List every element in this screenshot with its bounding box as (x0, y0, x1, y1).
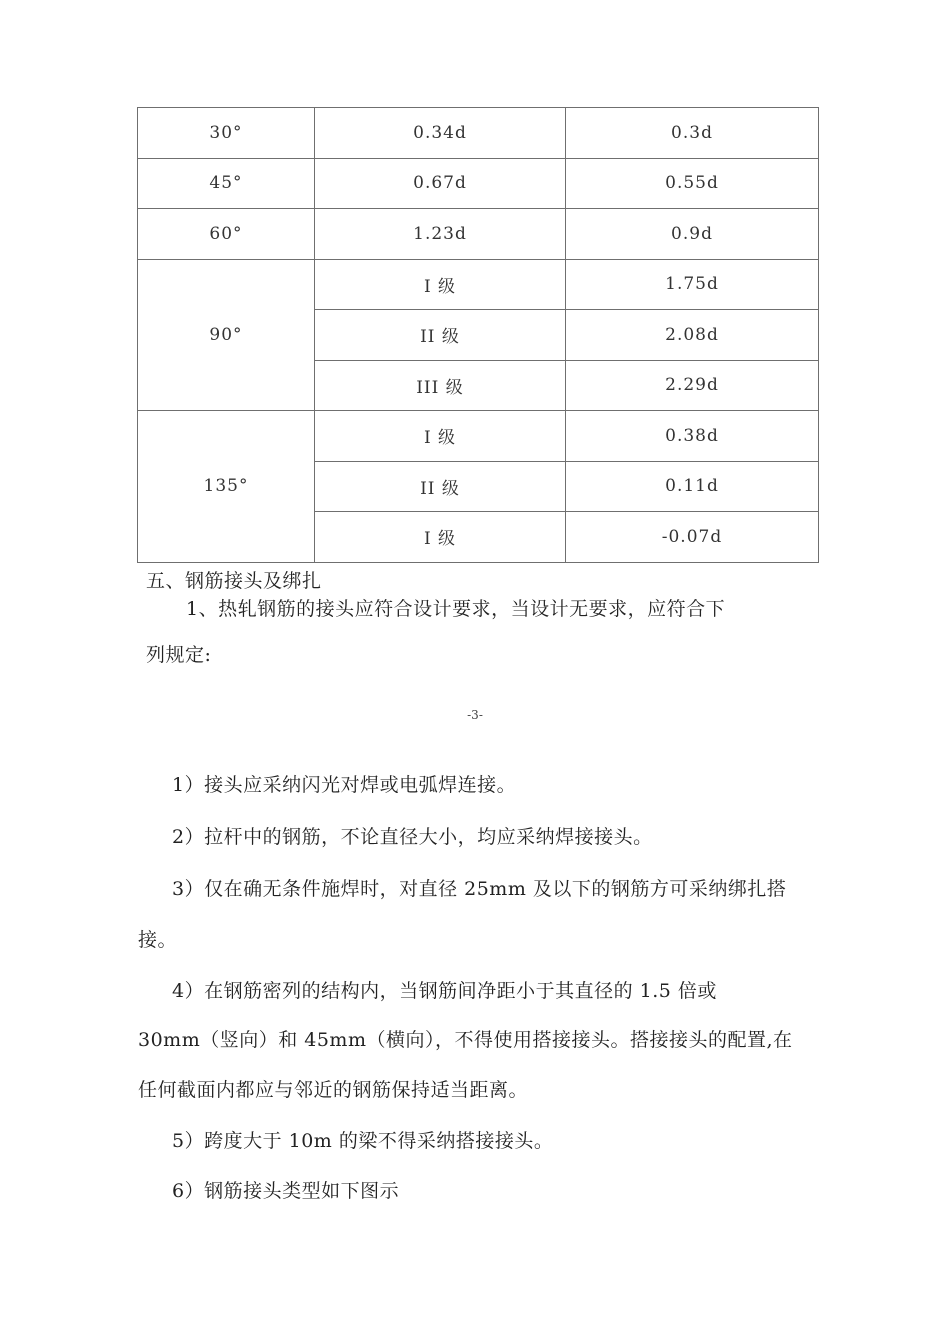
angle-cell: 45° (138, 158, 315, 209)
table-cell: 0.34d (315, 108, 566, 159)
list-item-continuation: 接。 (138, 929, 178, 951)
list-item: 4）在钢筋密列的结构内，当钢筋间净距小于其直径的 1.5 倍或 (172, 980, 717, 1002)
page-number: -3- (467, 708, 483, 722)
paragraph-line: 列规定: (146, 644, 212, 666)
grade-cell: II 级 (315, 461, 566, 512)
list-item: 3）仅在确无条件施焊时，对直径 25mm 及以下的钢筋方可采纳绑扎搭 (172, 878, 787, 900)
table-row (138, 411, 819, 462)
table-cell: 0.9d (566, 209, 819, 260)
table-row (138, 209, 819, 260)
grade-cell: I 级 (315, 411, 566, 462)
grade-cell: III 级 (315, 360, 566, 411)
paragraph-line: 1、热轧钢筋的接头应符合设计要求，当设计无要求，应符合下 (186, 598, 726, 620)
list-item: 5）跨度大于 10m 的梁不得采纳搭接接头。 (172, 1130, 554, 1152)
angle-cell: 90° (138, 259, 315, 411)
table-cell: 1.23d (315, 209, 566, 260)
list-item: 6）钢筋接头类型如下图示 (172, 1180, 400, 1202)
table-cell: 0.38d (566, 411, 819, 462)
table-row (138, 259, 819, 310)
angle-cell: 135° (138, 411, 315, 563)
table-cell: 2.08d (566, 310, 819, 361)
list-item: 2）拉杆中的钢筋，不论直径大小，均应采纳焊接接头。 (172, 826, 653, 848)
table-cell: 0.67d (315, 158, 566, 209)
list-item-continuation: 30mm（竖向）和 45mm（横向），不得使用搭接接头。搭接接头的配置,在 (138, 1029, 793, 1051)
table-cell: 0.55d (566, 158, 819, 209)
section-heading: 五、钢筋接头及绑扎 (146, 570, 322, 592)
hook-length-table (137, 107, 819, 563)
table-cell: -0.07d (566, 512, 819, 563)
table-cell: 1.75d (566, 259, 819, 310)
table-cell: 0.3d (566, 108, 819, 159)
table-cell: 2.29d (566, 360, 819, 411)
list-item: 1）接头应采纳闪光对焊或电弧焊连接。 (172, 774, 517, 796)
list-item-continuation: 任何截面内都应与邻近的钢筋保持适当距离。 (138, 1079, 529, 1101)
table-row (138, 108, 819, 159)
grade-cell: II 级 (315, 310, 566, 361)
angle-cell: 30° (138, 108, 315, 159)
angle-cell: 60° (138, 209, 315, 260)
table-row (138, 158, 819, 209)
grade-cell: I 级 (315, 512, 566, 563)
table-cell: 0.11d (566, 461, 819, 512)
grade-cell: I 级 (315, 259, 566, 310)
